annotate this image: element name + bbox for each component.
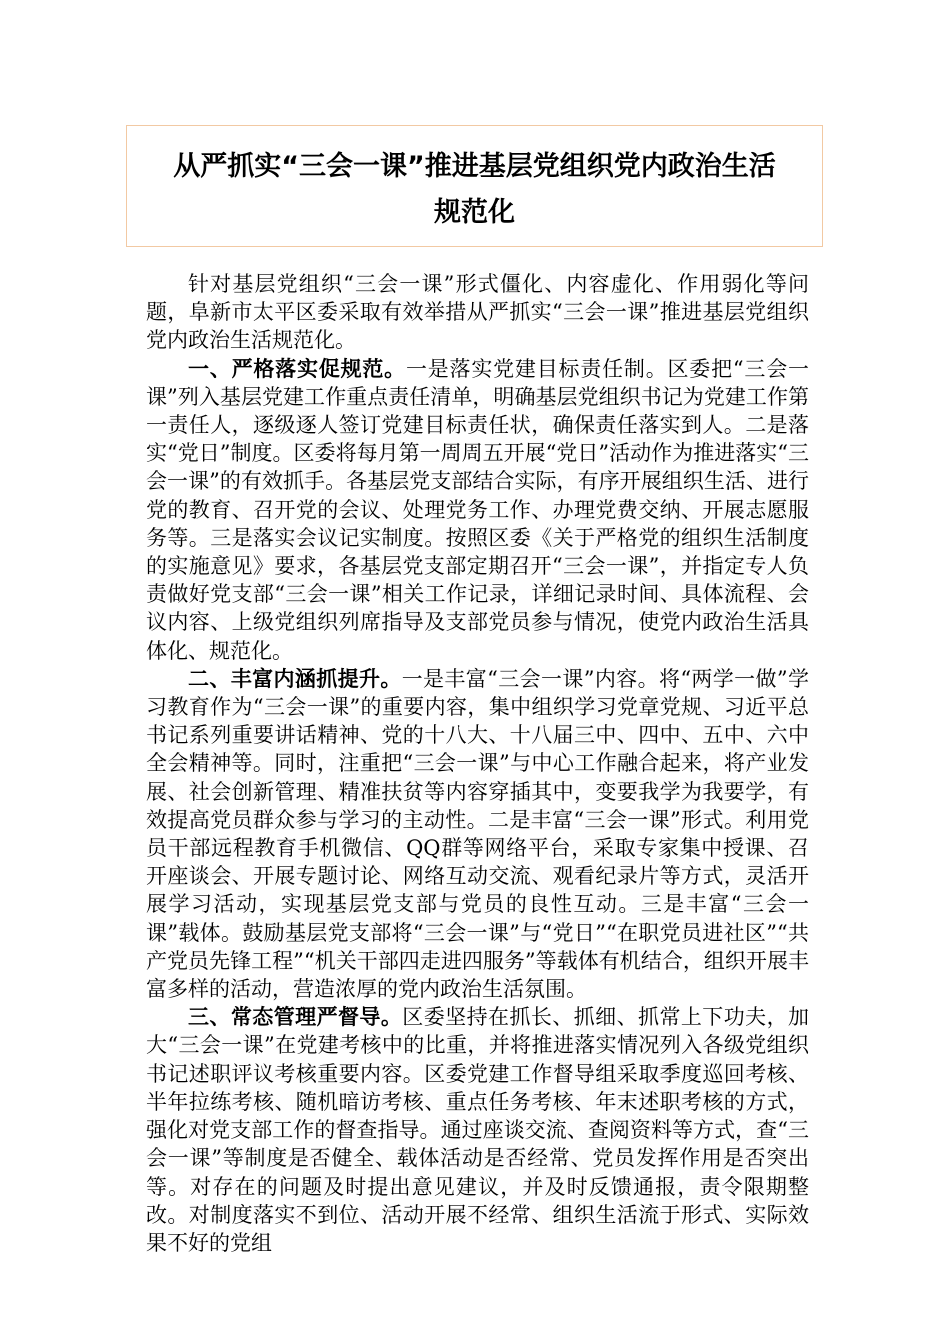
document-body	[146, 270, 809, 1257]
paragraph-text: 区委坚持在抓长、抓细、抓常上下功夫，加大“三会一课”在党建考核中的比重，并将推进落实情况列入各级党组织书记述职评议考核重要内容。区委党建工作督导组采取季度巡回考核、半年拉练考核、随机暗访考核、重点任务考核、年末述职考核的方式，强化对党支部工作的督查指导。通过座谈交流、查阅资料等方式，查“三会一课”等制度是否健全、载体活动是否经常、党员发挥作用是否突出等。对存在的问题及时提出意见建议，并及时反馈通报，责令限期整改。对制度落实不到位、活动开展不经常、组织生活流于形式、实际效果不好的党组	[146, 1005, 810, 1255]
title-line-1: 从严抓实“三会一课”推进基层党组织党内政治生活	[173, 151, 776, 182]
paragraph-text: 一是落实党建目标责任制。区委把“三会一课”列入基层党建工作重点责任清单，明确基层党组织书记为党建工作第一责任人，逐级逐人签订党建目标责任状，确保责任落实到人。二是落实“党日”制度。区委将每月第一周周五开展“党日”活动作为推进落实“三会一课”的有效抓手。各基层党支部结合实际，有序开展组织生活、进行党的教育、召开党的会议、处理党务工作、办理党费交纳、开展志愿服务等。三是落实会议记实制度。按照区委《关于严格党的组织生活制度的实施意见》要求，各基层党支部定期召开“三会一课”，并指定专人负责做好党支部“三会一课”相关工作记录，详细记录时间、具体流程、会议内容、上级党组织列席指导及支部党员参与情况，使党内政治生活具体化、规范化。	[146, 356, 810, 663]
section-paragraph-1	[146, 355, 809, 665]
title-box	[126, 125, 823, 247]
section-paragraph-3	[146, 1003, 809, 1257]
paragraph-text: 一是丰富“三会一课”内容。将“两学一做”学习教育作为“三会一课”的重要内容，集中组织学习党章党规、习近平总书记系列重要讲话精神、党的十八大、十八届三中、四中、五中、六中全会精神等。同时，注重把“三会一课”与中心工作融合起来，将产业发展、社会创新管理、精准扶贫等内容穿插其中，变要我学为我要学，有效提高党员群众参与学习的主动性。二是丰富“三会一课”形式。利用党员干部远程教育手机微信、QQ群等网络平台，采取专家集中授课、召开座谈会、开展专题讨论、网络互动交流、观看纪录片等方式，灵活开展学习活动，实现基层党支部与党员的良性互动。三是丰富“三会一课”载体。鼓励基层党支部将“三会一课”与“党日”“在职党员进社区”“共产党员先锋工程”“机关干部四走进四服务”等载体有机结合，组织开展丰富多样的活动，营造浓厚的党内政治生活氛围。	[146, 666, 809, 1002]
section-heading-2: 二、丰富内涵抓提升。	[188, 666, 402, 691]
document-title	[127, 126, 822, 236]
section-heading-1: 一、严格落实促规范。	[188, 356, 406, 381]
section-paragraph-2	[146, 665, 809, 1003]
intro-paragraph	[146, 270, 809, 355]
section-heading-3: 三、常态管理严督导。	[188, 1005, 403, 1030]
title-line-2: 规范化	[434, 197, 515, 228]
paragraph-text: 针对基层党组织“三会一课”形式僵化、内容虚化、作用弱化等问题，阜新市太平区委采取有效举措从严抓实“三会一课”推进基层党组织党内政治生活规范化。	[146, 272, 809, 353]
